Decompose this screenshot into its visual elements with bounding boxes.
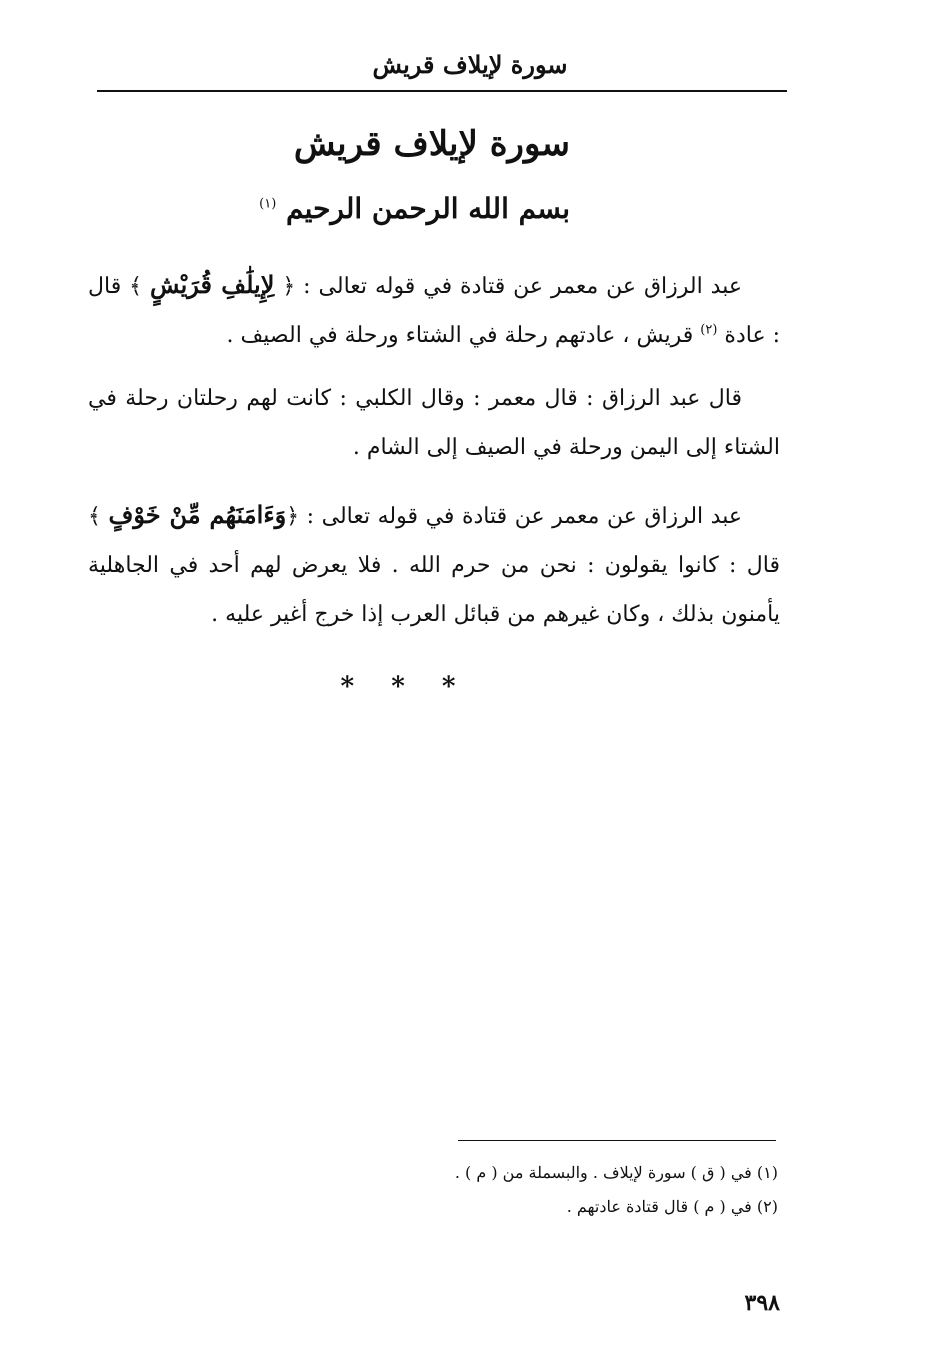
quran-bracket-open: ﴿ (286, 504, 300, 529)
quran-verse-2: وَءَامَنَهُم مِّنْ خَوْفٍ (108, 500, 287, 529)
paragraph-1-body-b: قريش ، عادتهم رحلة في الشتاء ورحلة في الصيف . (226, 323, 701, 348)
paragraph-3-intro: عبد الرزاق عن معمر عن قتادة في قوله تعالى : (299, 504, 742, 529)
running-header: سورة لإيلاف قريش (372, 50, 568, 79)
surah-title: سورة لإيلاف قريش (293, 124, 570, 164)
paragraph-1 (88, 260, 780, 360)
quran-bracket-close: ﴾ (88, 504, 101, 529)
section-separator: * * * (340, 672, 470, 702)
footnote-1: (١) في ( ق ) سورة لإيلاف . والبسملة من ( م ) . (454, 1163, 778, 1182)
page-number: ٣٩٨ (744, 1290, 780, 1316)
quran-bracket-close: ﴾ (129, 274, 143, 299)
header-rule (97, 90, 787, 92)
basmala (259, 192, 570, 225)
paragraph-3-body: قال : كانوا يقولون : نحن من حرم الله . فلا يعرض لهم أحد في الجاهلية يأمنون بذلك ، وكان غيرهم من قبائل العرب إذا خرج أغير عليه . (88, 553, 780, 627)
paragraph-2-text: قال عبد الرزاق : قال معمر : وقال الكلبي : كانت لهم رحلتان رحلة في الشتاء إلى اليمن ورحلة في الصيف إلى الشام . (88, 386, 780, 460)
basmala-text: بسم الله الرحمن الرحيم (286, 192, 570, 225)
footnote-ref-2: (٢) (700, 322, 718, 338)
quran-bracket-open: ﴿ (282, 274, 296, 299)
quran-verse-1: لِإِيلَٰفِ قُرَيْشٍ (149, 270, 275, 299)
paragraph-1-intro: عبد الرزاق عن معمر عن قتادة في قوله تعالى : (295, 274, 742, 299)
footnote-rule (458, 1140, 776, 1141)
footnote-ref-1: (١) (259, 196, 277, 212)
footnotes (380, 1156, 778, 1224)
footnote-2: (٢) في ( م ) قال قتادة عادتهم . (566, 1197, 778, 1216)
paragraph-2 (88, 374, 780, 472)
paragraph-1-body-a: قال : عادة (88, 274, 780, 348)
paragraph-3 (88, 490, 780, 639)
